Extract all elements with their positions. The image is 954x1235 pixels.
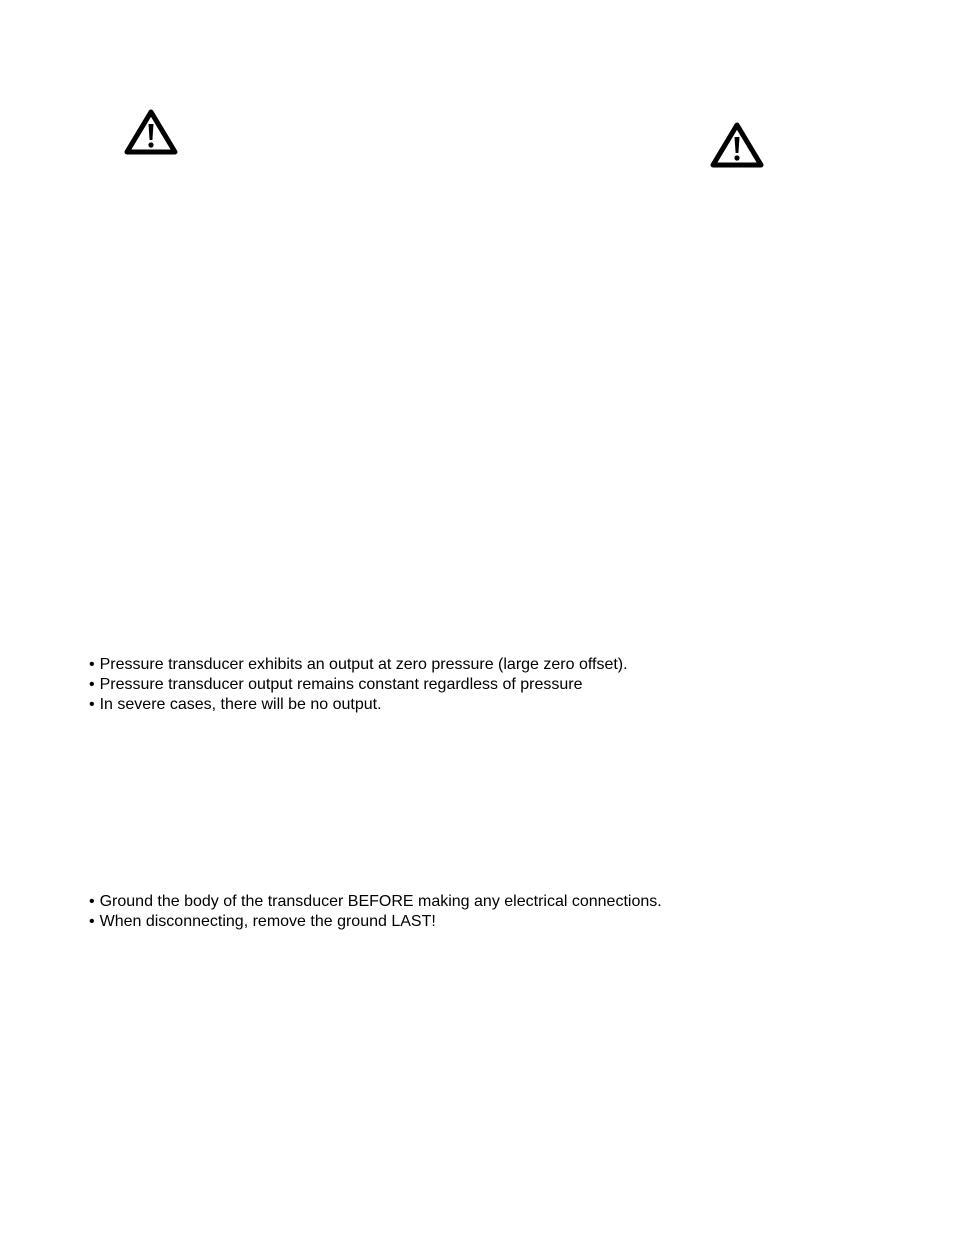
list-item: • Ground the body of the transducer BEFORE making any electrical connections. <box>89 892 662 912</box>
grounding-steps-list <box>89 892 662 932</box>
warning-triangle-icon <box>710 122 764 168</box>
warning-triangle-icon <box>124 109 178 155</box>
list-item: • Pressure transducer exhibits an output at zero pressure (large zero offset). <box>89 655 628 675</box>
list-item: • Pressure transducer output remains constant regardless of pressure <box>89 675 628 695</box>
list-item: • In severe cases, there will be no output. <box>89 695 628 715</box>
list-item: • When disconnecting, remove the ground LAST! <box>89 912 662 932</box>
symptoms-list <box>89 655 628 715</box>
